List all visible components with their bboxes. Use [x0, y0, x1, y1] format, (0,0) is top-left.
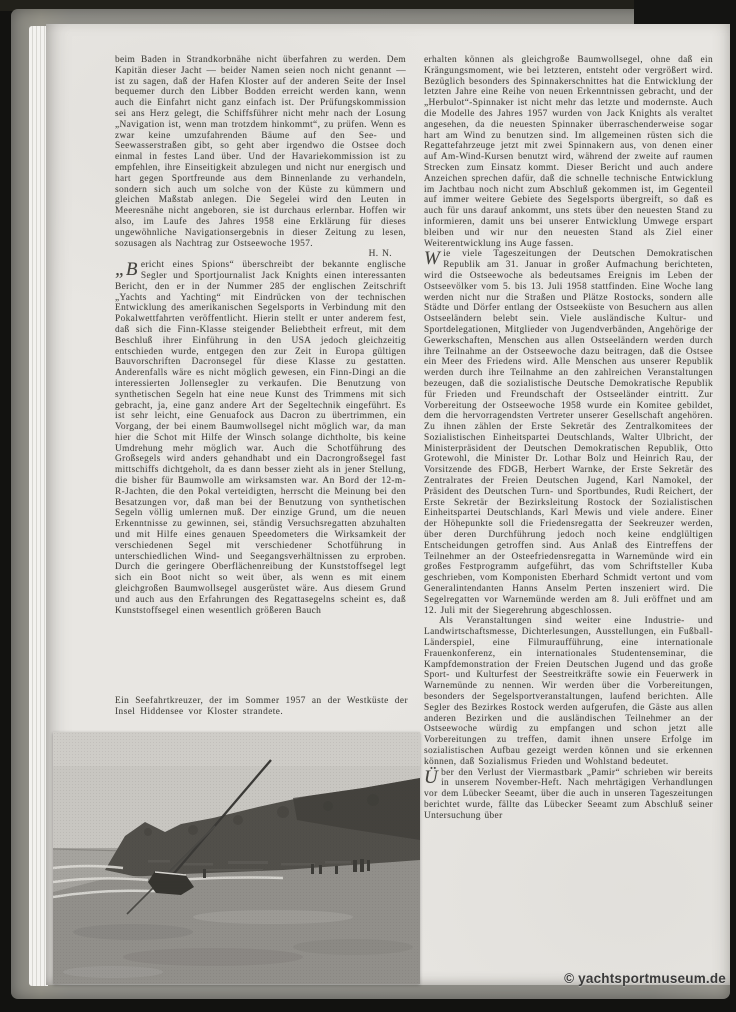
paragraph-ostseewoche: [424, 249, 713, 616]
paragraph-pamir: [424, 768, 713, 822]
magazine-page: [46, 24, 730, 985]
paragraph-veranstaltungen: Als Veranstaltungen sind weiter eine Industrie- und Landwirtschaftsmesse, Dichterlesungen, Ausstellungen, ein Fußball-Länderspiel, eine Filmuraufführung, eine internationale Frauenkonferenz, ein internationales Studentenseminar, die Kampfdemonstration der Freien Deutschen Jugend und das große Sport- und Kulturfest der Seestreitkräfte sowie ein Feuerwerk in Warnemünde zu nennen. Wir werden über die Vorbereitungen, besonders der Segelsportveranstaltungen, laufend berichten. Alle Segler des Bezirkes Rostock werden aufgerufen, die Gäste aus allen anderen Bezirken und die ausländischen Teilnehmer an der Ostseewoche würdig zu empfangen und schon jetzt alle Vorbereitungen zu treffen, damit ihnen unsere Erfolge im sozialistischen Aufbau gezeigt werden können und sie erkennen können, daß Sozialismus Frieden und Wohlstand bedeutet.: [424, 616, 713, 767]
ostseewoche-text: ie viele Tageszeitungen der Deutschen Demokratischen Republik am 31. Januar in großer Aufmachung berichteten, wird die Ostseewoche als bedeutsames Ereignis im Leben der Ostseevölker vom 5. bis 13. Juli 1958 stattfinden. Eine Woche lang werden nicht nur die Straßen und Plätze Rostocks, sondern alle Städte und Dörfer entlang der Ostseeküste von Besuchern aus allen Ostseeländern belebt sein. Viele ausländische Kultur- und Sportdelegationen, Mitglieder von Jugendverbänden, Angehörige der Gewerkschaften, Menschen aus allen Ostseeländern werden durch ihre Teilnahme an der Ostseewoche dazu beitragen, daß die Ostsee ein Meer des Friedens wird. Alle Menschen aus unserer Republik werden durch ihre Teilnahme an den zahlreichen Veranstaltungen bezeugen, daß die sozialistische Deutsche Demokratische Republik für Frieden und Freundschaft der Ostseeländer eintritt. Zur Vorbereitung der Ostseewoche 1958 wurde ein Komitee gebildet, dem die hervorragendsten Vertreter unserer Gesellschaft angehören. Zu ihnen zählen der Erste Sekretär des Zentralkomitees der Sozialistischen Einheitspartei Deutschlands, Walter Ulbricht, der Ministerpräsident der Deutschen Demokratischen Republik, Otto Grotewohl, die Minister Dr. Lothar Bolz und Heinrich Rau, der Vorsitzende des FDGB, Herbert Warnke, der Erste Sekretär des Zentralrates der Freien Deutschen Jugend, Karl Namokel, der Präsident des Deutschen Turn- und Sportbundes, Rudi Reichert, der Erste Sekretär der Bezirksleitung Rostock der Sozialistischen Einheitspartei Deutschlands, Karl Mewis und viele andere. Einer der Höhepunkte soll die Friedensregatta der Seekreuzer werden, über deren Durchführung jedoch noch keine endglültigen Entscheidungen getroffen sind. Aus Anlaß des Eintreffens der Teilnehmer an der Osteefriedensregatta in Warnemünde wird ein großes Festprogramm aufgeführt, das vom Schriftsteller Kuba geschrieben, vom Komponisten Eberhard Schmidt vertont und vom Generalintendanten Hanns Anselm Perten inszeniert wird. Die Segelregatten vor Warnemünde werden am 8. Juli eröffnet und am 12. Juli mit der Siegerehrung abgeschlossen.: [424, 249, 713, 616]
stranded-cruiser-photo: [53, 732, 420, 984]
author-initials: H. N.: [368, 249, 392, 260]
photo-halftone-overlay: [53, 732, 420, 984]
left-text-column: [115, 55, 406, 697]
photo-caption: Ein Seefahrtkreuzer, der im Sommer 1957 an der Westküste der Insel Hiddensee vor Kloster strandete.: [115, 696, 408, 717]
drop-cap-ue: Ü: [424, 766, 439, 788]
paragraph-spy-report: [115, 260, 406, 616]
watermark: © yachtsportmuseum.de: [564, 971, 726, 986]
paragraph-spy-report-continuation: erhalten können als gleichgroße Baumwollsegel, ohne daß ein Krängungsmoment, wie bei letzteren, entsteht oder vergrößert wird. Bezüglich besonders des Spinnakerschnittes hat die Entwicklung der letzten Jahre eine Reihe von neuen Erkenntnissen gebracht, und der „Herbulot“-Spinnaker ist nicht mehr das letzte und modernste. Auch die Modelle des Jahres 1957 wurden von Jack Knights als veraltet angesehen, da die neuesten Spinnaker überraschenderweise sogar hart am Wind zu benutzen sind. Im allgemeinen rüsten sich die Regattefahrzeuge jetzt mit zwei Spinnakern aus, von denen einer auf Am-Wind-Kursen benutzt wird, während der zweite auf raumen Strecken zum Einsatz kommt. Dieser Bericht und auch andere Anzeichen sprechen dafür, daß die schnelle technische Entwicklung im Jachtbau noch nicht zum Abschluß gekommen ist, im Gegenteil auf immer weitere Gebiete des Segelsports übergreift, so daß es auch für uns darauf ankommt, uns stets über den neuesten Stand zu informieren, damit uns bei unserer Entwicklung Umwege erspart bleiben und wir nur den neuesten Stand als Ziel einer Weiterentwicklung ins Auge fassen.: [424, 55, 713, 249]
spy-report-text: ericht eines Spions“ überschreibt der bekannte englische Segler und Sportjournalist Jack Knights einen interessanten Bericht, den er in der Nummer 285 der englischen Zeitschrift „Yachts and Yachting“ mit Eindrücken von der technischen Entwicklung des amerikanischen Segelsports in Verbindung mit den Pokalwettfahrten veröffentlicht. Hierin stellt er unter anderem fest, daß sich die Finn-Klasse steigender Beliebtheit erfreut, mit dem Beschluß ihrer Einführung in den USA jedoch gleichzeitig entschieden wurde, entgegen den zur Zeit in Europa gültigen Bauvorschriften Dacronsegel für diese Klasse zu gestatten. Anderenfalls wäre es nicht möglich gewesen, ein Finn-Dingi an die interessierten Jollensegler zu verkaufen. Die Benutzung von synthetischen Segeln hat eine neue Kunst des Trimmens mit sich gebracht, ja, eine ganz andere Art der Segeltechnik eingeführt. Es ist sehr leicht, eine Genuafock aus Dacron zu übertrimmen, ein Vorgang, der bei einem Baumwollsegel nicht möglich war, da man hier die Schot mit Hilfe der Winsch solange dichtholte, bis keine Umdrehung mehr möglich war. Auch die Schotführung des Großsegels wird anders gehandhabt und ein Dacrongroßsegel fast mittschiffs dichtgeholt, da es dann besser zieht als in jener Stellung, die bisher für Baumwolle am wirksamsten war. An Bord der 12-m-R-Jachten, die den Pokal verteidigten, herrscht die Meinung bei den Besatzungen vor, daß man bei der Benutzung von synthetischen Segeln völlig umlernen muß. Der einzige Grund, um die neuen Erkenntnisse zu gewinnen, sei, ständig Versuchsregatten abzuhalten und mit Hilfe eines genauen Speedometers die Wirksamkeit der verschiedenen Segel mit verschiedener Schotführung in unterschiedlichen Wind- und Seegangsverhältnissen zu erproben. Durch die geringere Oberflächenreibung der Kunststoffsegel legt sich ein Boot nicht so weit über, als wenn es mit einem gleichgroßen Baumwollsegel ausgerüstet wäre. Aus diesem Grund und auch aus den Erfahrungen des Regattasegelns scheint es, daß Kunststoffsegel einen wesentlich größeren Bauch: [115, 260, 406, 616]
paragraph-baden-continuation: beim Baden in Strandkorbnähe nicht überfahren zu werden. Dem Kapitän dieser Jacht — beider Namen seien noch nicht genannt — ist zu sagen, daß der Hafen Kloster auf der anderen Seite der Insel bequemer durch den Libber Bodden erreicht werden kann, wenn auch die Einfahrt nicht ganz einfach ist. Der Prüfungskommission sei ans Herz gelegt, die Schiffsführer nicht mehr nach der Losung „Navigation ist, wenn man trotzdem hinkommt“, zu prüfen. Wenn es zwar keine umzufahrenden Bäume auf den See- und Seewasserstraßen gibt, so geht aber irgendwo die Ostsee doch einmal in festes Land über. Und der Havariekommission ist zu empfehlen, ihre Einseitigkeit abzulegen und nicht nur energisch und hart gegen Sportfreunde aus dem Binnenlande zu verhandeln, sondern sich auch um solche von der Küste zu kümmern und gleichen Maßstab anlegen. Die Segelei wird den Leuten in Meeresnähe nicht angeboren, sie ist durchaus erlernbar. Hoffen wir also, im Laufe des Jahres 1958 eine Erklärung für dieses ungewöhnliche Navigationsergebnis in dieser Zeitung zu lesen, sozusagen als Nachtrag zur Ostseewoche 1957.: [115, 55, 406, 249]
pamir-text: ber den Verlust der Viermastbark „Pamir“ schrieben wir bereits in unserem November-Heft. Nach mehrtägigen Verhandlungen vor dem Lübecker Seeamt, über die auch in unseren Tageszeitungen berichtet wurde, fällte das Lübecker Seeamt zum Abschluß seiner Untersuchung über: [424, 767, 713, 821]
drop-cap-w: W: [424, 248, 441, 270]
right-text-column: [424, 55, 713, 960]
drop-cap-b: „B: [115, 259, 138, 281]
